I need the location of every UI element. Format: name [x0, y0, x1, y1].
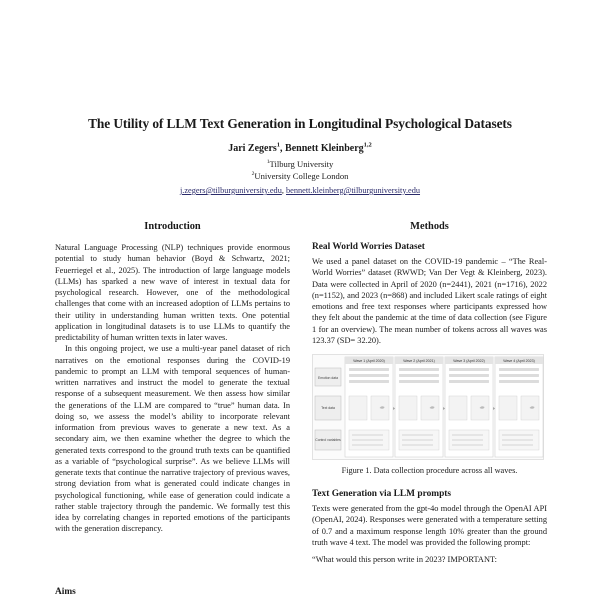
affiliation-sup: 2	[251, 171, 255, 178]
emotion-scale	[449, 380, 489, 383]
subsection-heading-rww: Real World Worries Dataset	[312, 242, 425, 252]
wave-column	[445, 357, 493, 457]
wave-column	[395, 357, 443, 457]
row-labels	[315, 368, 341, 450]
right-column	[312, 221, 547, 565]
author-name: Bennett Kleinberg	[285, 143, 364, 154]
emotion-scale	[499, 368, 539, 371]
section-heading-methods: Methods	[410, 221, 449, 232]
wave-column	[495, 357, 543, 457]
figure-caption: Figure 1. Data collection procedure across all waves.	[341, 466, 518, 475]
wave-label: Wave 3 (April 2022)	[453, 359, 485, 363]
prompt-text: “What would this person write in 2023? IMPORTANT:	[312, 555, 497, 564]
row-label: Text data	[321, 406, 335, 410]
left-column	[55, 221, 290, 535]
textgen-paragraph: Texts were generated from the gpt-4o model through the OpenAI API (OpenAI, 2024). Responses were generated with a temperature setting of 0.7 and a maximum response length 10% greater than the ground truth wave 4 text. The model was provided the following prompt:	[312, 504, 547, 547]
text-card	[499, 396, 517, 420]
email-link[interactable]: bennett.kleinberg@tilburguniversity.edu	[286, 186, 421, 195]
email-line: j.zegers@tilburguniversity.edu, bennett.kleinberg@tilburguniversity.edu	[179, 186, 421, 195]
intro-paragraph-2: In this ongoing project, we use a multi-year panel dataset of rich narratives on the emotional responses during the COVID-19 pandemic to prompt an LLM with temporal sequences of human-written narratives and instruct the model to generate the textual response of a subsequent measurement. We then assess how similar the generations of the LLM are compared to “true” human data. In doing so, we assess the model’s ability to incorporate relevant information from previous waves to generate a new text. As a secondary aim, we then examine whether the degree to which the generated texts correspond to the ground truth texts can be quantified as a variable of “psychological surprise”. As we believe LLMs will generate texts that continue the narrative trajectory of previous waves, strong deviation from what is generated could indicate changes in psychological functioning, while ease of generation could indicate a rather stable trajectory through the pandemic. We formally test this idea by correlating changes in reported emotions of the participants with the generation discrepancy.	[55, 344, 290, 534]
wave-label: Wave 1 (April 2020)	[353, 359, 385, 363]
row-label: Emotion data	[318, 376, 338, 380]
row-label: Control variables	[315, 438, 341, 442]
paper-title: The Utility of LLM Text Generation in Longitudinal Psychological Datasets	[88, 116, 512, 131]
wave-column	[345, 357, 393, 457]
author-line: Jari Zegers$^1$, Bennett Kleinberg$^{1,2}$	[228, 141, 372, 154]
affiliation-name: University College London	[254, 171, 349, 181]
affiliation-name: Tilburg University	[269, 159, 334, 169]
emotion-scale	[449, 374, 489, 377]
subsection-heading-textgen: Text Generation via LLM prompts	[312, 489, 452, 499]
wave-label: Wave 2 (April 2021)	[403, 359, 435, 363]
section-heading-introduction: Introduction	[144, 221, 201, 232]
author-sup: 1	[276, 141, 281, 149]
email-link[interactable]: j.zegers@tilburguniversity.edu	[179, 186, 282, 195]
wave-label: Wave 4 (April 2023)	[503, 359, 535, 363]
author-name: Jari Zegers	[228, 143, 277, 154]
emotion-scale	[399, 374, 439, 377]
affiliation	[0, 159, 600, 169]
text-card	[399, 396, 417, 420]
section-heading-aims: Aims	[55, 587, 76, 597]
emotion-scale	[349, 380, 389, 383]
affiliation-sup: 1	[266, 159, 270, 166]
figure-1	[312, 354, 544, 460]
figure-diagram	[312, 354, 544, 460]
emotion-scale	[399, 368, 439, 371]
emotion-scale	[349, 368, 389, 371]
text-card	[449, 396, 467, 420]
affiliation	[0, 171, 600, 181]
emotion-scale	[499, 374, 539, 377]
rww-paragraph: We used a panel dataset on the COVID-19 pandemic – “The Real-World Worries” dataset (RWWD; Van Der Vegt & Kleinberg, 2023). Data were collected in April of 2020 (n=2441), 2021 (n=1716), 2022 (n=1152), and 2023 (n=868) and included Likert scale ratings of eight emotions and free text responses where participants expressed how they felt about the pandemic at the time of data collection (see Figure 1 for an overview). The mean number of tokens across all waves was 123.37 (SD= 32.20).	[312, 257, 547, 345]
emotion-scale	[399, 380, 439, 383]
emotion-scale	[499, 380, 539, 383]
text-card	[349, 396, 367, 420]
intro-paragraph-1: Natural Language Processing (NLP) techniques provide enormous potential to study human behavior (Boyd & Schwartz, 2021; Feuerriegel et al., 2025). The introduction of large language models (LLMs) has sparked a new wave of interest in textual data for psychological research. However, one of the methodological challenges that come with an increased adoption of LLMs pertains to their utility in understanding human written texts. One potential application in longitudinal datasets is to use LLMs to quantify the predictability of human written texts in later waves.	[55, 243, 290, 342]
emotion-scale	[449, 368, 489, 371]
author-sup: 1,2	[363, 141, 372, 149]
emotion-scale	[349, 374, 389, 377]
